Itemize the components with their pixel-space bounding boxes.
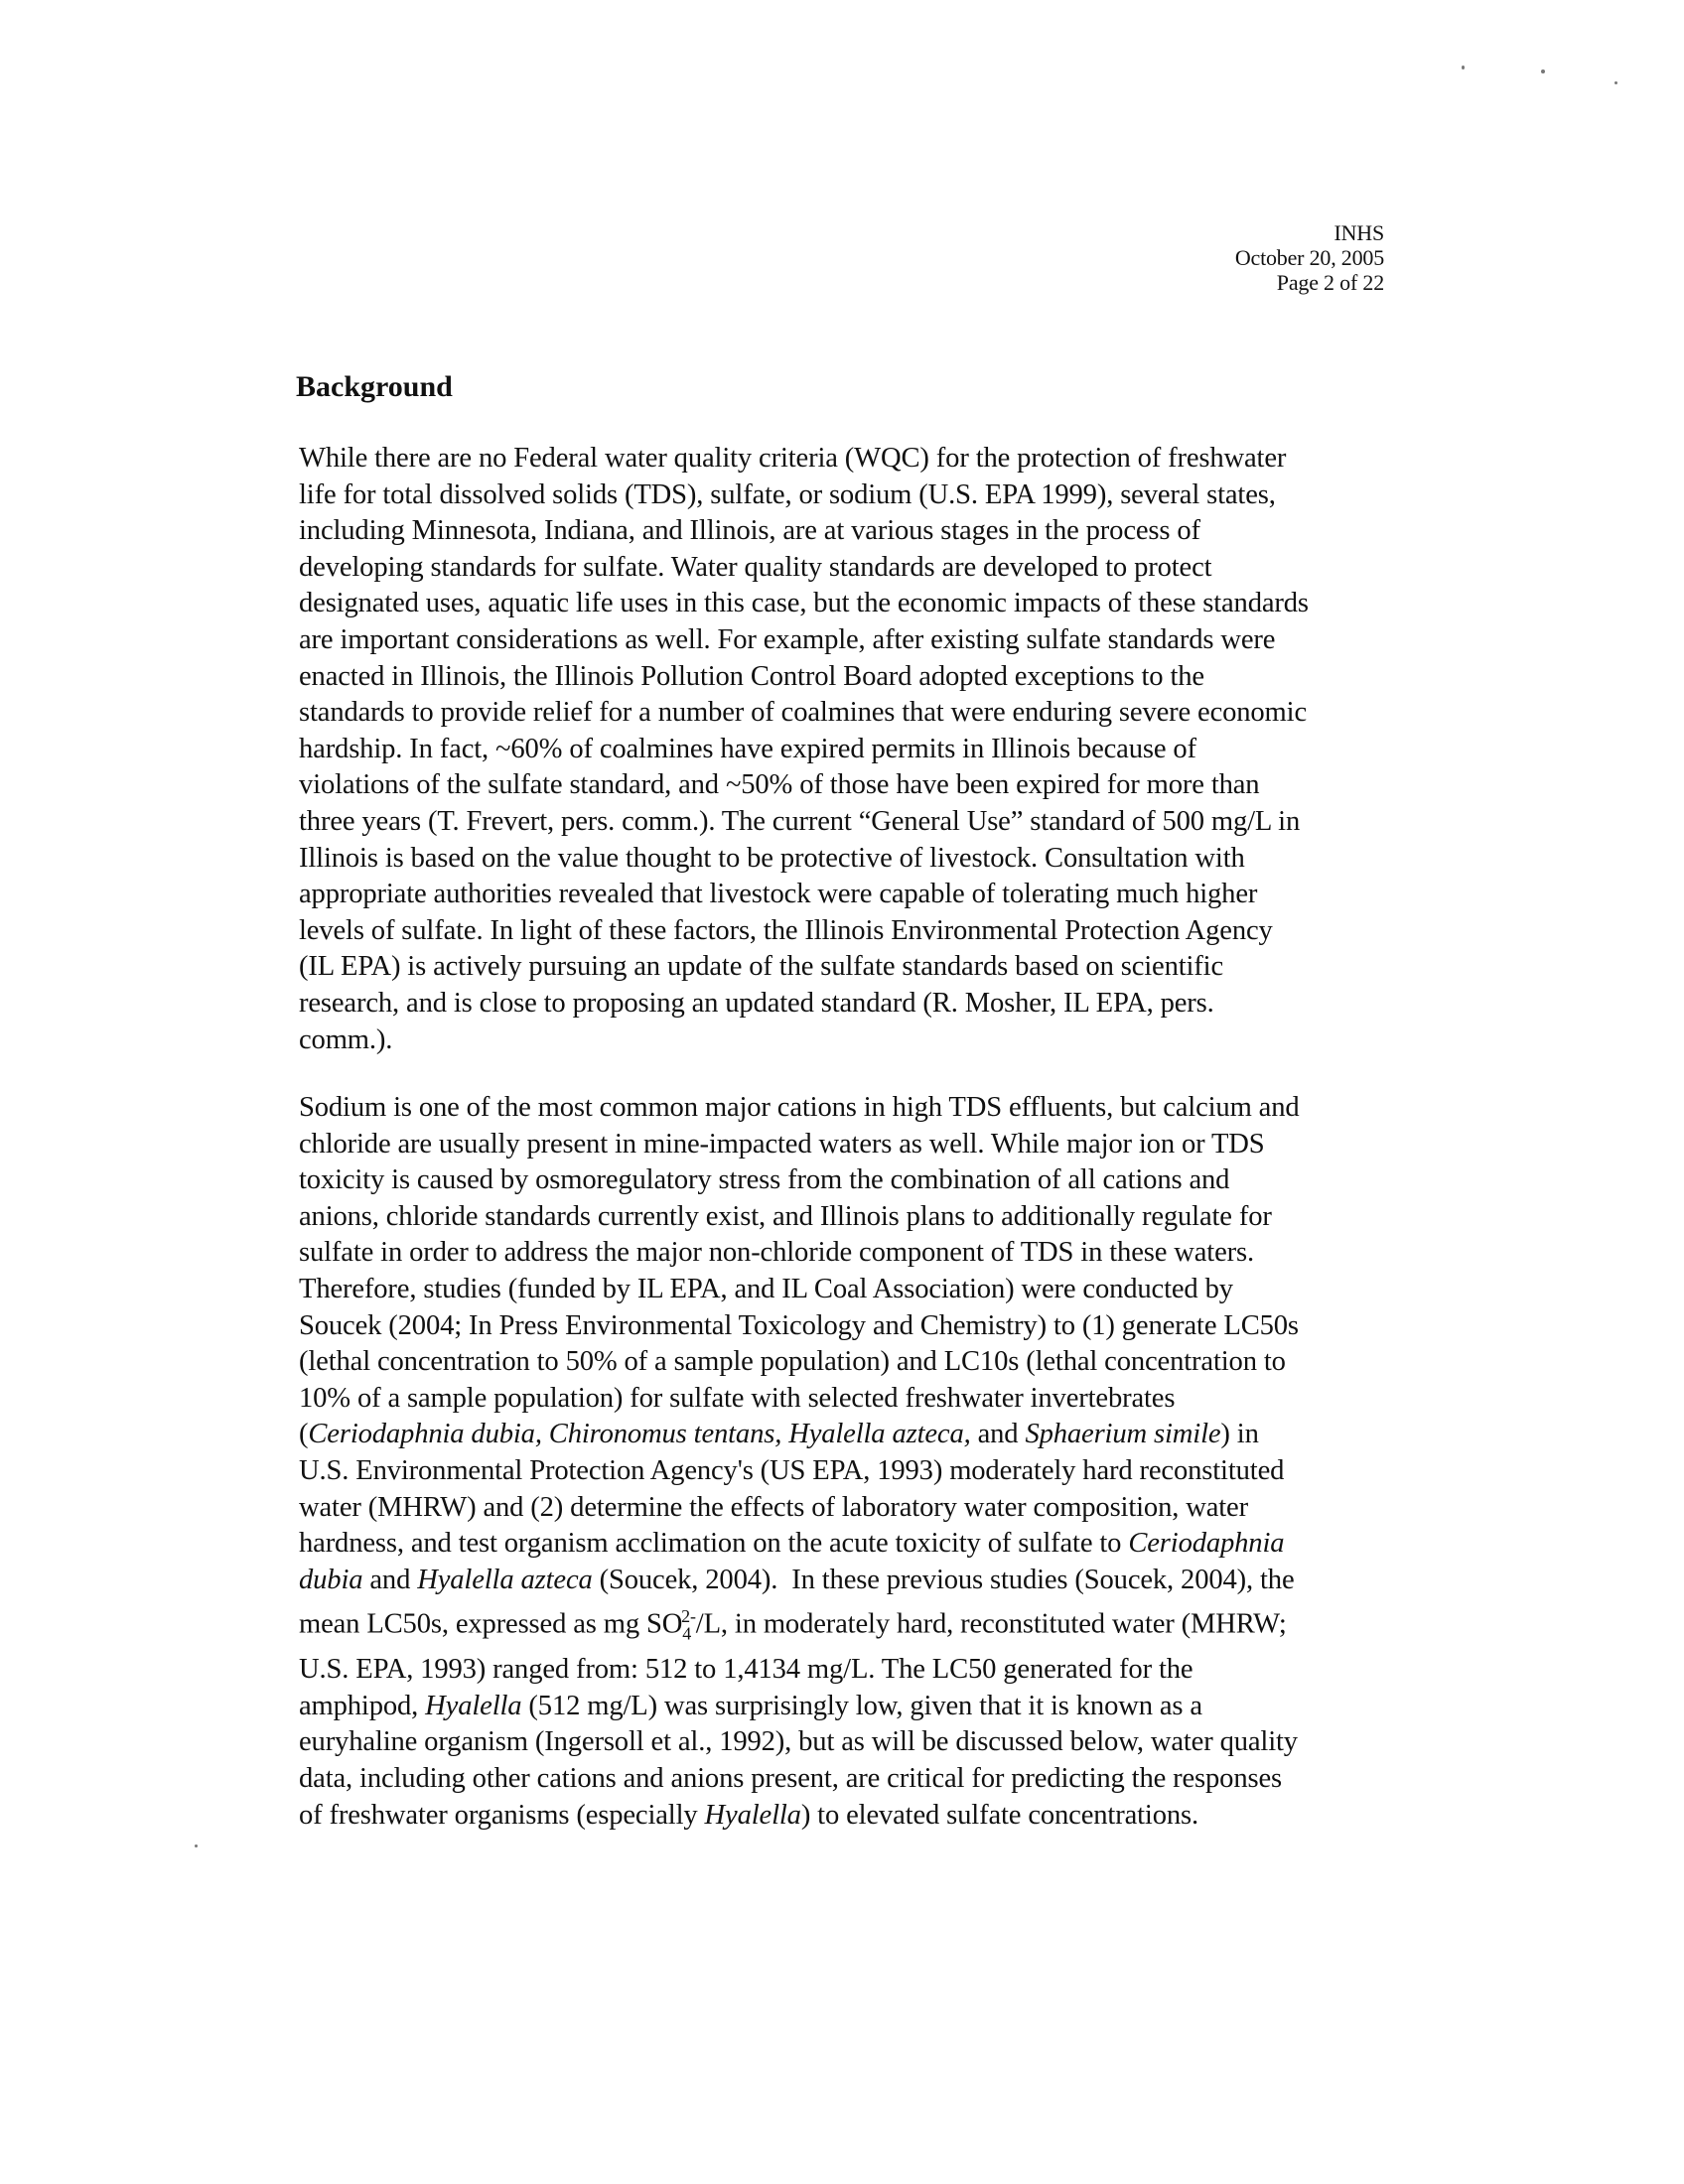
text-line: U.S. EPA, 1993) ranged from: 512 to 1,4134 mg/L. The LC50 generated for the (299, 1654, 1193, 1686)
text-line: toxicity is caused by osmoregulatory stress from the combination of all cations and (299, 1164, 1230, 1196)
header-page-number: Page 2 of 22 (1276, 270, 1384, 295)
text-line: 10% of a sample population) for sulfate with selected freshwater invertebrates (299, 1382, 1176, 1414)
header-org: INHS (1333, 220, 1384, 245)
paragraph-background-2 (299, 1090, 1401, 1834)
scan-speck (195, 1844, 198, 1847)
text-line (299, 1689, 1401, 1725)
text-line: research, and is close to proposing an updated standard (R. Mosher, IL EPA, pers. (299, 987, 1214, 1019)
text-line: developing standards for sulfate. Water quality standards are developed to protect (299, 551, 1212, 583)
text-fragment: and (362, 1564, 418, 1595)
text-line: chloride are usually present in mine-impacted waters as well. While major ion or TDS (299, 1128, 1265, 1160)
text-line: enacted in Illinois, the Illinois Pollution Control Board adopted exceptions to the (299, 660, 1204, 692)
text-fragment: of freshwater organisms (especially (299, 1799, 705, 1831)
text-fragment: ) to elevated sulfate concentrations. (800, 1799, 1198, 1831)
text-line: designated uses, aquatic life uses in this case, but the economic impacts of these standards (299, 588, 1309, 619)
text-line: three years (T. Frevert, pers. comm.). The current “General Use” standard of 500 mg/L in (299, 805, 1301, 837)
species-name: Ceriodaphnia (1128, 1528, 1285, 1560)
text-line: euryhaline organism (Ingersoll et al., 1992), but as will be discussed below, water quality (299, 1726, 1298, 1758)
header-date: October 20, 2005 (1234, 245, 1384, 270)
text-line: life for total dissolved solids (TDS), sulfate, or sodium (U.S. EPA 1999), several states, (299, 478, 1276, 510)
text-line: Sodium is one of the most common major cations in high TDS effluents, but calcium and (299, 1092, 1300, 1123)
text-fragment: mean LC50s, expressed as mg SO (299, 1608, 683, 1640)
section-heading: Background (296, 370, 453, 403)
text-line: levels of sulfate. In light of these factors, the Illinois Environmental Protection Agency (299, 914, 1273, 946)
species-name: Hyalella (425, 1690, 522, 1721)
text-line: (lethal concentration to 50% of a sample population) and LC10s (lethal concentration to (299, 1346, 1286, 1378)
text-line: Therefore, studies (funded by IL EPA, and IL Coal Association) were conducted by (299, 1273, 1233, 1304)
text-line: (IL EPA) is actively pursuing an update of the sulfate standards based on scientific (299, 951, 1224, 983)
text-line: U.S. Environmental Protection Agency's (US EPA, 1993) moderately hard reconstituted (299, 1454, 1285, 1486)
text-line: violations of the sulfate standard, and ~50% of those have been expired for more than (299, 769, 1260, 801)
text-fragment: ( (299, 1419, 309, 1450)
text-line: appropriate authorities revealed that livestock were capable of tolerating much higher (299, 879, 1258, 910)
species-name: Hyalella azteca (417, 1564, 593, 1595)
text-line: Illinois is based on the value thought to be protective of livestock. Consultation with (299, 842, 1245, 874)
text-fragment: hardness, and test organism acclimation on the acute toxicity of sulfate to (299, 1528, 1129, 1560)
text-fragment: ) in (1220, 1419, 1259, 1450)
species-name: Hyalella (704, 1799, 801, 1831)
text-line: water (MHRW) and (2) determine the effects of laboratory water composition, water (299, 1491, 1248, 1523)
text-line (299, 1563, 1401, 1599)
paragraph-background-1 (299, 441, 1401, 1058)
scan-speck (1614, 81, 1617, 84)
text-line (299, 1798, 1401, 1835)
superscript: 2- (681, 1606, 696, 1627)
text-line: data, including other cations and anions present, are critical for predicting the responses (299, 1762, 1282, 1794)
species-name: dubia (299, 1564, 363, 1595)
text-fragment: (512 mg/L) was surprisingly low, given that it is known as a (521, 1690, 1202, 1721)
text-line-species (299, 1417, 1401, 1453)
text-line: Soucek (2004; In Press Environmental Toxicology and Chemistry) to (1) generate LC50s (299, 1309, 1299, 1341)
text-line: While there are no Federal water quality criteria (WQC) for the protection of freshwater (299, 443, 1287, 474)
page-header (1235, 220, 1384, 295)
text-fragment: amphipod, (299, 1690, 426, 1721)
text-line: are important considerations as well. For example, after existing sulfate standards were (299, 623, 1276, 655)
text-line: comm.). (299, 1024, 393, 1055)
text-line: hardship. In fact, ~60% of coalmines have expired permits in Illinois because of (299, 733, 1196, 764)
text-line: anions, chloride standards currently exist, and Illinois plans to additionally regulate for (299, 1200, 1272, 1232)
scan-speck (1541, 69, 1545, 73)
text-fragment: and (970, 1419, 1026, 1450)
text-line (299, 1598, 1401, 1652)
text-fragment: /L, in moderately hard, reconstituted water (MHRW; (695, 1608, 1287, 1640)
scan-speck (1462, 66, 1465, 69)
text-fragment: (Soucek, 2004). In these previous studies (Soucek, 2004), the (592, 1564, 1295, 1595)
text-line: standards to provide relief for a number of coalmines that were enduring severe economic (299, 697, 1307, 729)
subscript: 4 (682, 1623, 692, 1644)
text-line: including Minnesota, Indiana, and Illinois, are at various stages in the process of (299, 515, 1200, 547)
text-line (299, 1526, 1401, 1563)
species-name: Sphaerium simile (1025, 1419, 1221, 1450)
species-names: Ceriodaphnia dubia, Chironomus tentans, Hyalella azteca, (308, 1419, 971, 1450)
text-line: sulfate in order to address the major non-chloride component of TDS in these waters. (299, 1237, 1254, 1269)
